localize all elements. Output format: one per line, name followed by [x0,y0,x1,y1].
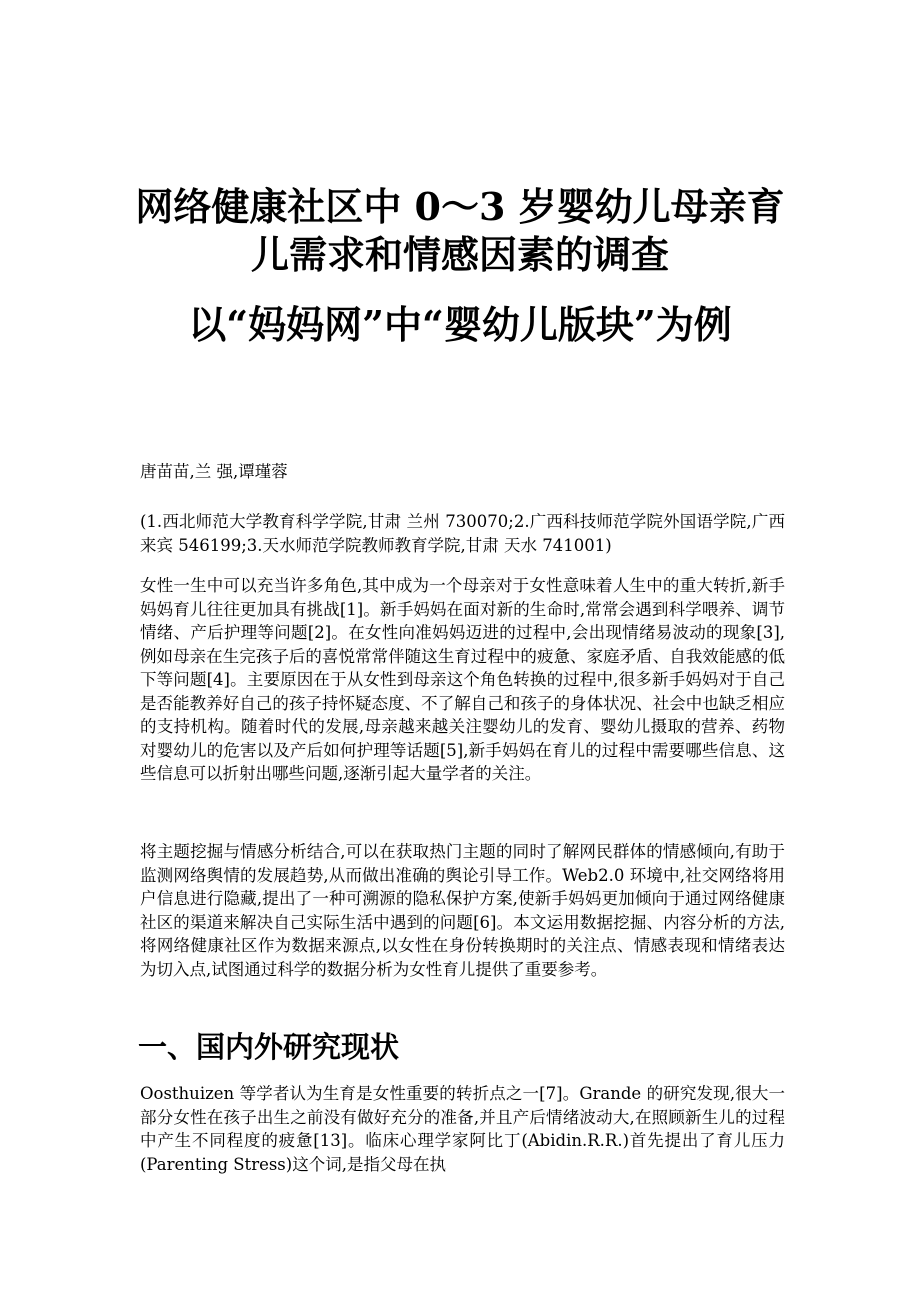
authors: 唐苗苗,兰 强,谭瑾蓉 [140,462,288,481]
affiliation: (1.西北师范大学教育科学学院,甘肃 兰州 730070;2.广西科技师范学院外国语学院,广西 来宾 546199;3.天水师范学院教师教育学院,甘肃 天水 741001) [140,512,785,555]
paragraph-3: Oosthuizen 等学者认为生育是女性重要的转折点之一[7]。Grande 的研究发现,很大一部分女性在孩子出生之前没有做好充分的准备,并且产后情绪波动大,在照顾新生儿的过程中产生不同程度的疲惫[13]。临床心理学家阿比丁(Abidin.R.R.)首先提出了育儿压力(Parenting Stress)这个词,是指父母在执 [140,1084,785,1174]
subtitle: 以“妈妈网”中“婴幼儿版块”为例 [188,302,732,347]
paragraph-2: 将主题挖掘与情感分析结合,可以在获取热门主题的同时了解网民群体的情感倾向,有助于监测网络舆情的发展趋势,从而做出准确的舆论引导工作。Web2.0 环境中,社交网络将用户信息进行隐藏,提出了一种可溯源的隐私保护方案,使新手妈妈更加倾向于通过网络健康社区的渠道来解决自己实际生活中遇到的问题[6]。本文运用数据挖掘、内容分析的方法,将网络健康社区作为数据来源点,以女性在身份转换期时的关注点、情感表现和情绪表达为切入点,试图通过科学的数据分析为女性育儿提供了重要参考。 [140,842,785,979]
paragraph-1: 女性一生中可以充当许多角色,其中成为一个母亲对于女性意味着人生中的重大转折,新手妈妈育儿往往更加具有挑战[1]。新手妈妈在面对新的生命时,常常会遇到科学喂养、调节情绪、产后护理等问题[2]。在女性向准妈妈迈进的过程中,会出现情绪易波动的现象[3],例如母亲在生完孩子后的喜悦常常伴随这生育过程中的疲惫、家庭矛盾、自我效能感的低下等问题[4]。主要原因在于从女性到母亲这个角色转换的过程中,很多新手妈妈对于自己是否能教养好自己的孩子持怀疑态度、不了解自己和孩子的身体状况、社会中也缺乏相应的支持机构。随着时代的发展,母亲越来越关注婴幼儿的发育、婴幼儿摄取的营养、药物对婴幼儿的危害以及产后如何护理等话题[5],新手妈妈在育儿的过程中需要哪些信息、这些信息可以折射出哪些问题,逐渐引起大量学者的关注。 [140,576,785,783]
title-line-2: 儿需求和情感因素的调查 [250,232,669,277]
section-heading-1: 一、国内外研究现状 [138,1030,400,1064]
title-line-1: 网络健康社区中 0～3 岁婴幼儿母亲育 [135,184,785,229]
